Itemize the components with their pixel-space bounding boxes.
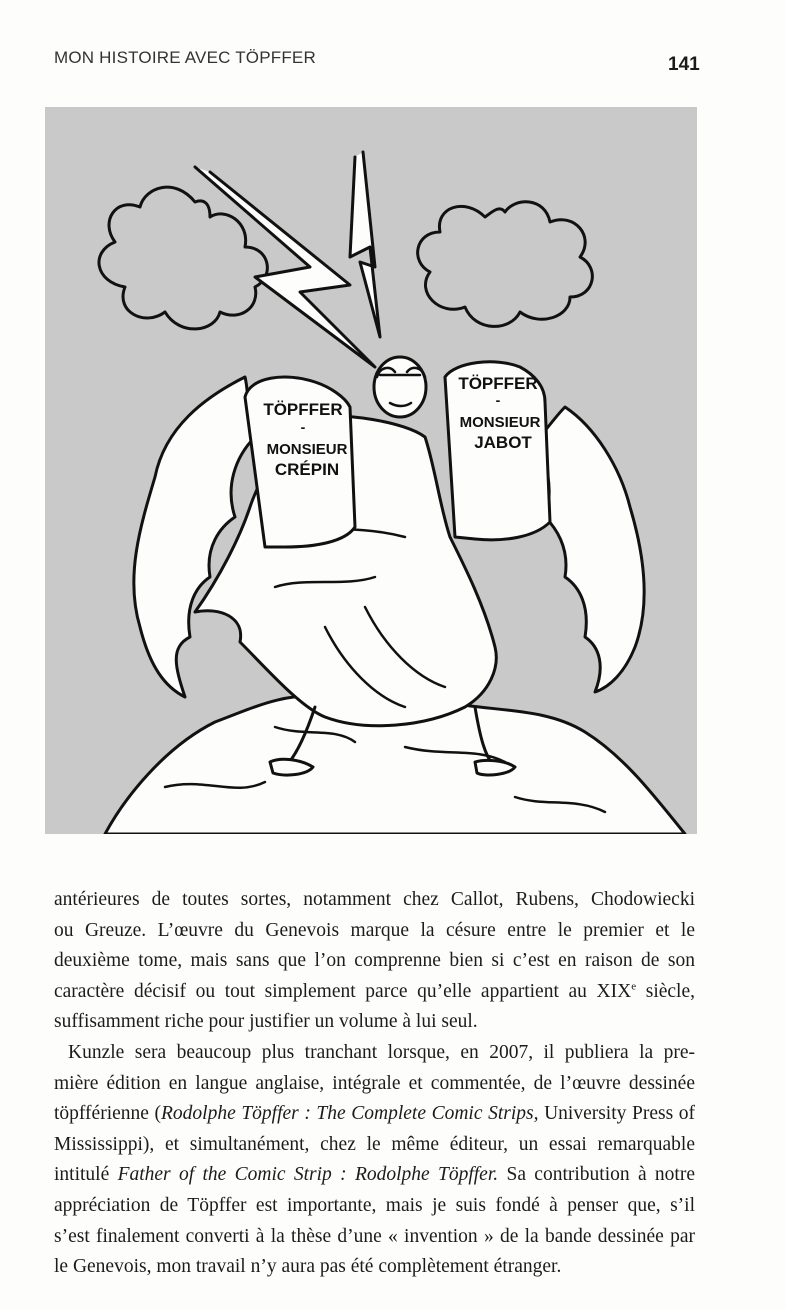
book-title: Rodolphe Töpffer : The Complete Comic Strips,: [161, 1103, 539, 1125]
tablet-right-title: TÖPFFER: [458, 374, 538, 393]
body-text: [54, 885, 695, 1283]
tablet-left-line2: CRÉPIN: [274, 460, 340, 479]
book-title: Father of the Comic Strip : Rodolphe Töpffer.: [117, 1164, 499, 1186]
text-line: le Genevois, mon travail n’y aura pas été complètement étranger.: [54, 1256, 562, 1278]
text-line: caractère décisif ou tout simplement parce qu’elle appartient au XIXe siècle,: [54, 980, 696, 1002]
illustration: [45, 107, 697, 834]
text-line: suffisamment riche pour justifier un volume à lui seul.: [54, 1011, 478, 1033]
lightning-right: [350, 152, 380, 337]
fire-right: [535, 407, 644, 692]
cloud-right: [418, 202, 593, 327]
tablet-right-line2: JABOT: [474, 433, 532, 452]
text-line: Mississippi), et simultanément, chez le même éditeur, un essai remarquable: [54, 1133, 695, 1155]
figure-head: [374, 357, 426, 417]
text-line: mière édition en langue anglaise, intégrale et commentée, de l’œuvre dessinée: [54, 1072, 695, 1094]
tablet-left-dash: -: [300, 419, 306, 435]
tablet-right-dash: -: [495, 392, 501, 408]
sandal-right: [475, 760, 515, 775]
paragraph-2: [54, 1038, 695, 1283]
text-line: appréciation de Töpffer est importante, mais je suis fondé à penser que, s’il: [54, 1194, 695, 1216]
tablet-left-line1: MONSIEUR: [266, 441, 348, 458]
superscript: e: [631, 980, 637, 993]
text-line: intitulé Father of the Comic Strip : Rodolphe Töpffer. Sa contribution à notre: [54, 1164, 695, 1186]
running-head: MON HISTOIRE AVEC TÖPFFER: [54, 48, 316, 67]
tablet-right-line1: MONSIEUR: [459, 414, 541, 431]
tablet-left-title: TÖPFFER: [263, 400, 343, 419]
text-line: Kunzle sera beaucoup plus tranchant lorsque, en 2007, il publiera la pre-: [68, 1041, 695, 1063]
text-line: ou Greuze. L’œuvre du Genevois marque la césure entre le premier et le: [54, 919, 695, 941]
text-line: deuxième tome, mais sans que l’on comprenne bien si c’est en raison de son: [54, 950, 695, 972]
text-line: töpfférienne (Rodolphe Töpffer : The Complete Comic Strips, University Press of: [54, 1103, 695, 1125]
paragraph-1: [54, 885, 695, 1038]
text-line: antérieures de toutes sortes, notamment chez Callot, Rubens, Chodowiecki: [54, 889, 695, 910]
page-number: 141: [668, 54, 700, 75]
text-line: s’est finalement converti à la thèse d’une « invention » de la bande dessinée par: [54, 1225, 695, 1247]
